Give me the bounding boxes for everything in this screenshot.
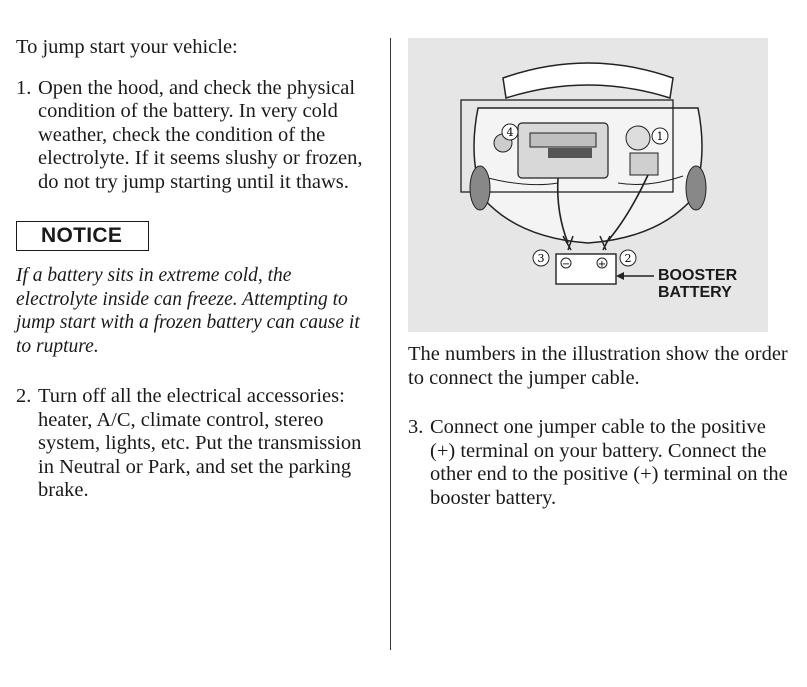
engine-cover	[530, 133, 596, 147]
step-1	[16, 77, 376, 195]
step-number: 1.	[16, 76, 32, 99]
column-divider	[390, 38, 391, 650]
booster-arrowhead	[616, 272, 624, 280]
step-number: 3.	[408, 416, 424, 438]
step-2	[16, 385, 376, 503]
engine-detail-dark	[548, 148, 592, 158]
step-number: 2.	[16, 385, 32, 407]
wheel-left	[470, 166, 490, 210]
booster-battery-label	[658, 267, 737, 301]
booster-label-line1: BOOSTER	[658, 267, 738, 284]
marker-2-label: 2	[624, 252, 632, 265]
marker-4-label: 4	[506, 126, 514, 139]
step-text: Connect one jumper cable to the positive (+) terminal on your battery. Connect the other end to the positive (+) terminal on the booster battery.	[430, 416, 788, 509]
step-text: Open the hood, and check the physical condition of the battery. In very cold weather, check the condition of the electrolyte. If it seems slushy or frozen, do not try jump starting until it thaws.	[38, 76, 363, 193]
reservoir-right	[626, 126, 650, 150]
booster-label-line2: BATTERY	[658, 284, 732, 301]
notice-text: If a battery sits in extreme cold, the electrolyte inside can freeze. Attempting to jump start with a frozen battery can cause it to rupture.	[16, 265, 360, 357]
left-column	[16, 36, 376, 503]
right-column	[408, 38, 788, 510]
marker-3-label: 3	[537, 252, 545, 265]
notice-label: NOTICE	[16, 221, 149, 251]
step-3	[408, 416, 788, 510]
marker-1-label: 1	[656, 130, 664, 143]
wheel-right	[686, 166, 706, 210]
jump-start-illustration	[408, 38, 768, 332]
intro-text: To jump start your vehicle:	[16, 36, 238, 58]
figure-caption: The numbers in the illustration show the order to connect the jumper cable.	[408, 343, 788, 389]
step-text: Turn off all the electrical accessories: heater, A/C, climate control, stereo system, lights, etc. Put the transmission in Neutral or Park, and set the parking brake.	[38, 385, 362, 501]
terminal-positive-sign: +	[597, 259, 607, 270]
hood-outline	[503, 63, 673, 98]
terminal-negative-sign: −	[561, 259, 571, 270]
car-battery	[630, 153, 658, 175]
